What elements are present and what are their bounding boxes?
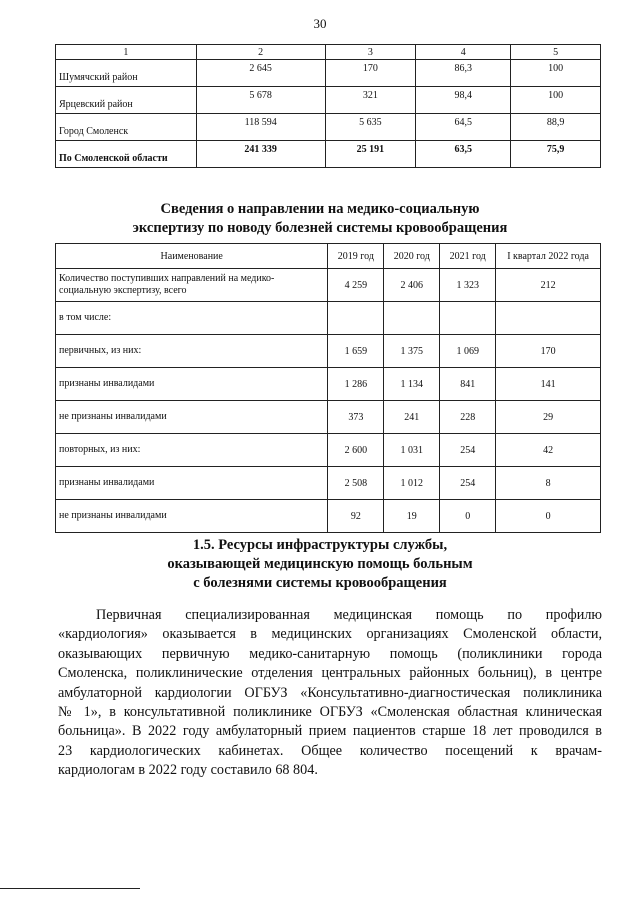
cell-value: 29: [496, 401, 601, 434]
column-header: 2020 год: [384, 244, 440, 269]
table-row: [56, 467, 601, 500]
paragraph-line: кардиологам в 2022 году составило 68 804.: [58, 762, 318, 779]
cell-value: 1 012: [384, 467, 440, 500]
column-header: 3: [325, 45, 416, 60]
body-paragraph: [58, 606, 602, 781]
row-name: не признаны инвалидами: [56, 500, 328, 533]
section-heading: [0, 536, 640, 593]
cell-value: 2 508: [328, 467, 384, 500]
row-name: не признаны инвалидами: [56, 401, 328, 434]
heading-line: Сведения о направлении на медико-социальную: [160, 201, 480, 217]
table-row: [56, 434, 601, 467]
cell-value: 86,3: [416, 60, 511, 87]
cell-value: 373: [328, 401, 384, 434]
heading-line: экспертизу по новоду болезней системы кровообращения: [132, 220, 508, 236]
cell-value: 4 259: [328, 269, 384, 302]
column-header: Наименование: [56, 244, 328, 269]
table-header-row: [56, 45, 601, 60]
column-header: 5: [511, 45, 601, 60]
cell-value: 141: [496, 368, 601, 401]
cell-value: 170: [325, 60, 416, 87]
cell-value: 1 031: [384, 434, 440, 467]
heading-line: с болезнями системы кровообращения: [193, 575, 447, 591]
column-header: 2021 год: [440, 244, 496, 269]
column-header: I квартал 2022 года: [496, 244, 601, 269]
table-row: [56, 114, 601, 141]
table-row: [56, 302, 601, 335]
cell-value: 19: [384, 500, 440, 533]
cell-value: 254: [440, 434, 496, 467]
cell-value: 5 678: [196, 87, 325, 114]
section-heading: [0, 200, 640, 238]
paragraph-line: Смоленска, поликлинические отделения центральных районных больниц), в центре: [58, 665, 602, 682]
row-name: в том числе:: [56, 302, 328, 335]
row-name: Ярцевский район: [56, 87, 197, 114]
cell-value: 42: [496, 434, 601, 467]
cell-value: 118 594: [196, 114, 325, 141]
row-name: признаны инвалидами: [56, 368, 328, 401]
row-name: признаны инвалидами: [56, 467, 328, 500]
cell-value: [440, 302, 496, 335]
cell-value: 2 406: [384, 269, 440, 302]
cell-value: 254: [440, 467, 496, 500]
cell-value: 212: [496, 269, 601, 302]
paragraph-line: Первичная специализированная медицинская помощь по профилю: [96, 607, 602, 623]
cell-value: 228: [440, 401, 496, 434]
column-header: 1: [56, 45, 197, 60]
row-name: первичных, из них:: [56, 335, 328, 368]
cell-value: 241 339: [196, 141, 325, 168]
cell-value: 1 659: [328, 335, 384, 368]
cell-value: 841: [440, 368, 496, 401]
cell-value: 100: [511, 60, 601, 87]
table-row: [56, 401, 601, 434]
column-header: 2019 год: [328, 244, 384, 269]
table-row: [56, 335, 601, 368]
cell-value: 241: [384, 401, 440, 434]
paragraph-line: больница». В 2022 году амбулаторный прием пациентов старше 18 лет проводился в: [58, 723, 602, 740]
cell-value: 63,5: [416, 141, 511, 168]
cell-value: [384, 302, 440, 335]
table-total-row: [56, 141, 601, 168]
cell-value: 75,9: [511, 141, 601, 168]
table-row: [56, 269, 601, 302]
cell-value: 5 635: [325, 114, 416, 141]
table-row: [56, 368, 601, 401]
cell-value: [496, 302, 601, 335]
paragraph-line: «кардиология» оказывается в медицинских организациях Смоленской области,: [58, 626, 602, 643]
district-statistics-table: [55, 44, 601, 168]
cell-value: 98,4: [416, 87, 511, 114]
cell-value: 25 191: [325, 141, 416, 168]
table-row: [56, 500, 601, 533]
cell-value: 2 645: [196, 60, 325, 87]
cell-value: 8: [496, 467, 601, 500]
cell-value: 0: [496, 500, 601, 533]
cell-value: [328, 302, 384, 335]
paragraph-line: 23 кардиологических кабинетах. Общее количество посещений к врачам-: [58, 742, 602, 759]
row-name: повторных, из них:: [56, 434, 328, 467]
cell-value: 0: [440, 500, 496, 533]
mse-referrals-table: [55, 243, 601, 533]
footnote-divider: [0, 888, 140, 889]
row-name: Количество поступивших направлений на медико-социальную экспертизу, всего: [56, 269, 328, 302]
cell-value: 1 323: [440, 269, 496, 302]
cell-value: 100: [511, 87, 601, 114]
column-header: 4: [416, 45, 511, 60]
page-number: 30: [313, 16, 327, 31]
cell-value: 92: [328, 500, 384, 533]
cell-value: 1 069: [440, 335, 496, 368]
table-row: [56, 60, 601, 87]
paragraph-line: оказывающих первичную медико-санитарную помощь (поликлиники города: [58, 645, 602, 662]
cell-value: 1 286: [328, 368, 384, 401]
table-header-row: [56, 244, 601, 269]
cell-value: 1 375: [384, 335, 440, 368]
cell-value: 64,5: [416, 114, 511, 141]
row-name: Шумячский район: [56, 60, 197, 87]
row-name: По Смоленской области: [56, 141, 197, 168]
paragraph-line: № 1», в консультативной поликлинике ОГБУЗ «Смоленская областная клиническая: [58, 704, 602, 721]
table-row: [56, 87, 601, 114]
cell-value: 321: [325, 87, 416, 114]
row-name: Город Смоленск: [56, 114, 197, 141]
cell-value: 1 134: [384, 368, 440, 401]
heading-line: 1.5. Ресурсы инфраструктуры службы,: [192, 537, 448, 553]
cell-value: 170: [496, 335, 601, 368]
paragraph-line: амбулаторной кардиологии ОГБУЗ «Консультативно-диагностическая поликлиника: [58, 684, 602, 701]
cell-value: 88,9: [511, 114, 601, 141]
column-header: 2: [196, 45, 325, 60]
cell-value: 2 600: [328, 434, 384, 467]
heading-line: оказывающей медицинскую помощь больным: [167, 556, 473, 572]
